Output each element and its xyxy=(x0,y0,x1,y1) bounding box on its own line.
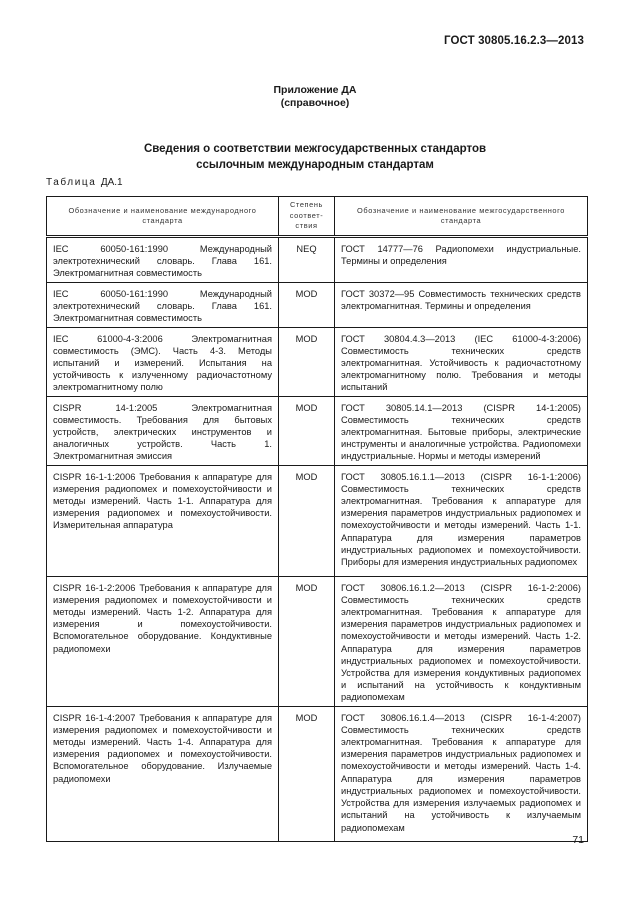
cell-international-standard: IEC 61000-4-3:2006 Электромагнитная совместимость (ЭМС). Часть 4-3. Методы испытаний и измерений. Испытания на устойчивость к излученному радиочастотному электромагнитному полю xyxy=(47,327,279,396)
cell-international-standard: CISPR 16-1-2:2006 Требования к аппаратуре для измерения радиопомех и помехоустойчивости и методы измерений. Часть 1-2. Аппаратура для измерения и помехоустойчивости. Вспомогательное оборудование. Кондуктивные радиопомехи xyxy=(47,576,279,706)
cell-interstate-standard: ГОСТ 30805.14.1—2013 (CISPR 14-1:2005) Совместимость технических средств электромагнитная. Бытовые приборы, электрические инструменты и аналогичные устройства. Радиопомехи индустриальные. Нормы и методы измерений xyxy=(335,396,588,465)
column-header-international: Обозначение и наименование международного стандарта xyxy=(47,197,279,237)
cell-degree: MOD xyxy=(279,706,335,841)
standards-correspondence-table xyxy=(46,196,588,842)
cell-international-standard: IEC 60050-161:1990 Международный электротехнический словарь. Глава 161. Электромагнитная совместимость xyxy=(47,283,279,328)
cell-international-standard: CISPR 14-1:2005 Электромагнитная совместимость. Требования для бытовых устройств, электрических инструментов и аналогичных устройств. Часть 1. Электромагнитная эмиссия xyxy=(47,396,279,465)
cell-interstate-standard: ГОСТ 30806.16.1.4—2013 (CISPR 16-1-4:2007) Совместимость технических средств электромагнитная. Требования к аппаратуре для измерения параметров индустриальных радиопомех и помехоустойчивости и методы измерений. Часть 1-4. Аппаратура для измерения параметров индустриальных радиопомех и помехоустойчивости. Устройства для измерения излучаемых радиопомех и испытаний на устойчивость к излучаемым радиопомехам xyxy=(335,706,588,841)
cell-interstate-standard: ГОСТ 30804.4.3—2013 (IEC 61000-4-3:2006) Совместимость технических средств электромагнитная. Устойчивость к радиочастотному электромагнитному полю. Требования и методы испытаний xyxy=(335,327,588,396)
cell-degree: MOD xyxy=(279,396,335,465)
section-heading-line-2: ссылочным международным стандартам xyxy=(196,159,434,171)
cell-international-standard: CISPR 16-1-1:2006 Требования к аппаратуре для измерения радиопомех и помехоустойчивости и методы измерений. Часть 1-1. Аппаратура для измерения радиопомех и помехоустойчивости. Измерительная аппаратура xyxy=(47,465,279,576)
table-row xyxy=(47,465,588,576)
table-caption xyxy=(46,177,123,188)
table-row xyxy=(47,706,588,841)
cell-degree: MOD xyxy=(279,283,335,328)
table-caption-label: Таблица xyxy=(46,177,97,188)
cell-interstate-standard: ГОСТ 14777—76 Радиопомехи индустриальные. Термины и определения xyxy=(335,237,588,283)
table-header-row xyxy=(47,197,588,237)
cell-interstate-standard: ГОСТ 30805.16.1.1—2013 (CISPR 16-1-1:2006) Совместимость технических средств электромагнитная. Требования к аппаратуре для измерения параметров индустриальных радиопомех и помехоустойчивости и методы измерений. Часть 1-1. Аппаратура для измерения параметров индустриальных радиопомех и помехоустойчивости. Приборы для измерения индустриальных радиопомех xyxy=(335,465,588,576)
cell-degree: MOD xyxy=(279,465,335,576)
cell-interstate-standard: ГОСТ 30806.16.1.2—2013 (CISPR 16-1-2:2006) Совместимость технических средств электромагнитная. Требования к аппаратуре для измерения параметров индустриальных радиопомех и помехоустойчивости и методы измерений. Часть 1-2. Аппаратура для измерения параметров индустриальных радиопомех и помехоустойчивости. Устройства для измерения кондуктивных радиопомех и испытаний на устойчивость к кондуктивным радиопомехам xyxy=(335,576,588,706)
cell-degree: MOD xyxy=(279,327,335,396)
cell-degree: NEQ xyxy=(279,237,335,283)
table-row xyxy=(47,283,588,328)
table-row xyxy=(47,396,588,465)
document-code: ГОСТ 30805.16.2.3—2013 xyxy=(444,35,584,47)
table-caption-number: ДА.1 xyxy=(100,177,123,188)
section-heading-line-1: Сведения о соответствии межгосударственных стандартов xyxy=(143,143,487,155)
section-heading xyxy=(0,141,630,173)
column-header-degree: Степень соответ-ствия xyxy=(279,197,335,237)
page-number: 71 xyxy=(572,834,584,846)
column-header-interstate: Обозначение и наименование межгосударственного стандарта xyxy=(335,197,588,237)
appendix-title: Приложение ДА xyxy=(273,84,357,96)
cell-international-standard: IEC 60050-161:1990 Международный электротехнический словарь. Глава 161. Электромагнитная совместимость xyxy=(47,237,279,283)
table-row xyxy=(47,237,588,283)
table-row xyxy=(47,327,588,396)
table-row xyxy=(47,576,588,706)
cell-degree: MOD xyxy=(279,576,335,706)
cell-international-standard: CISPR 16-1-4:2007 Требования к аппаратуре для измерения радиопомех и помехоустойчивости и методы измерений. Часть 1-4. Аппаратура для измерения радиопомех и помехоустойчивости. Вспомогательное оборудование. Излучаемые радиопомехи xyxy=(47,706,279,841)
cell-interstate-standard: ГОСТ 30372—95 Совместимость технических средств электромагнитная. Термины и определения xyxy=(335,283,588,328)
appendix-subtitle: (справочное) xyxy=(280,97,350,109)
